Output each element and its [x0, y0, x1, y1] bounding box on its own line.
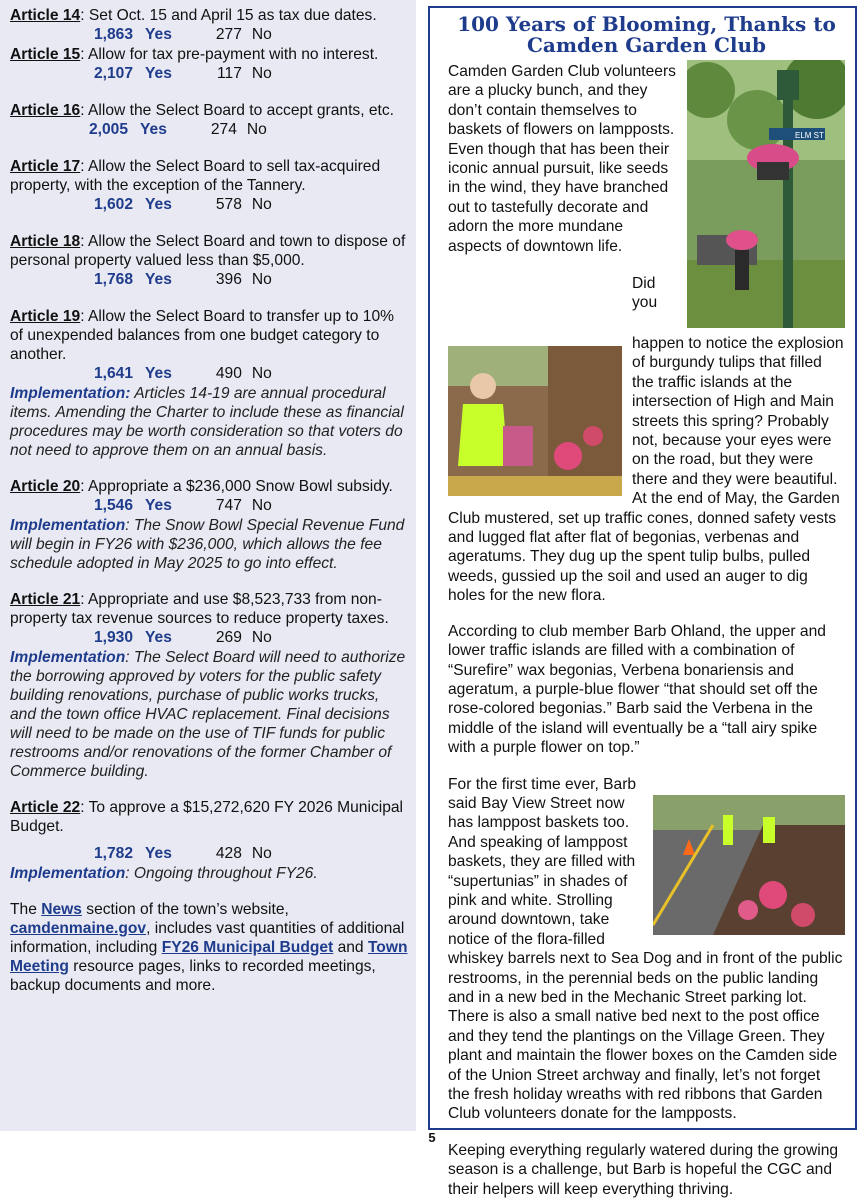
article-19-vote: 1,641 Yes 490 No [93, 365, 272, 382]
town-meeting-link[interactable]: Town Meeting [10, 939, 408, 975]
story-paragraph-3: According to club member Barb Ohland, the upper and lower traffic islands are filled with a combination of “Surefire” wax begonias, Verbena bonariensis and ageratum, a purple-blue flower “that should set off the rose-colored begonias.” Barb said the Verbena in the middle of the island will eventually be a “tall airy spike with a purple flower on top.” [448, 622, 826, 757]
story-paragraph-2: Did you happen to notice the explosion of burgundy tulips that filled the traffic islands at the intersection of High and Main streets this spring? Probably not, because your eyes were on the road, but they were there and they were beautiful. At the end of May, the Garden Club mustered, set up traffic cones, donned safety vests and lugged flat after flat of begonias, verbenas and ageratums. They dug up the spent tulip bulbs, pulled weeds, gussied up the soil and used an auger to dig holes for the new flora. [448, 275, 844, 605]
article-14-title: Article 14 [10, 7, 81, 24]
article-21-text: : Appropriate and use $8,523,733 from non-property tax revenue sources to reduce property taxes. [10, 591, 389, 627]
lamppost-image [687, 60, 845, 328]
article-19-title: Article 19 [10, 308, 81, 325]
article-16-title: Article 16 [10, 102, 81, 119]
article-20-implementation: Implementation: The Snow Bowl Special Revenue Fund will begin in FY26 with $236,000, which allows the fee schedule adopted in May 2025 to go into effect. [10, 517, 405, 572]
article-14-text: : Set Oct. 15 and April 15 as tax due dates. [80, 7, 377, 24]
article-18-vote: 1,768 Yes 396 No [93, 271, 272, 288]
article-14-vote: 1,863 Yes 277 No [93, 26, 272, 43]
volunteer-image [448, 346, 622, 496]
news-link[interactable]: News [41, 901, 82, 918]
article-22-text: : To approve a $15,272,620 FY 2026 Municipal Budget. [10, 799, 404, 835]
article-15-text: : Allow for tax pre-payment with no interest. [80, 46, 379, 63]
article-21-vote: 1,930 Yes 269 No [93, 629, 272, 646]
article-20-vote: 1,546 Yes 747 No [93, 497, 272, 514]
traffic-island-photo [653, 795, 845, 935]
article-20-text: : Appropriate a $236,000 Snow Bowl subsidy. [80, 478, 393, 495]
page-number: 5 [428, 1130, 436, 1145]
fy26-budget-link[interactable]: FY26 Municipal Budget [161, 939, 334, 956]
article-17-text: : Allow the Select Board to sell tax-acquired property, with the exception of the Tannery. [10, 158, 381, 194]
town-meeting-results-column [0, 0, 416, 1131]
article-16-vote: 2,005 Yes 274 No [88, 121, 267, 138]
story-paragraph-1: Camden Garden Club volunteers are a plucky bunch, and they don’t contain themselves to baskets of flowers on lampposts. Even though that has been their iconic annual pursuit, like seeds in the wind, they have branched out to tastefully decorate and adorn the more mundane aspects of downtown life. [448, 63, 676, 255]
article-15-title: Article 15 [10, 46, 81, 63]
article-22-title: Article 22 [10, 799, 81, 816]
article-19-text: : Allow the Select Board to transfer up to 10% of unexpended balances from one budget category to another. [10, 308, 395, 363]
website-note: The News section of the town’s website, camdenmaine.gov, includes vast quantities of additional information, including FY26 Municipal Budget and Town Meeting resource pages, links to recorded meetings, backup documents and more. [10, 901, 408, 994]
volunteer-planting-photo [448, 346, 622, 496]
article-17-title: Article 17 [10, 158, 81, 175]
traffic-island-image [653, 795, 845, 935]
article-22-vote: 1,782 Yes 428 No [93, 845, 272, 862]
story-paragraph-4: For the first time ever, Barb said Bay View Street now has lamppost baskets too. And speaking of lamppost baskets, they are filled with “supertunias” in shades of pink and white. Strolling around downtown, take notice of the flora-filled whiskey barrels next to Sea Dog and in front of the public restrooms, in the perennial beds on the public landing and in a new bed in the Mechanic Street parking lot. There is also a small native bed next to the post office and they tend the plantings on the Village Green. They plant and maintain the flower boxes on the Camden side of the Union Street archway and finally, let’s not forget the fresh holiday wreaths with red ribbons that Garden Club volunteers donate for the lampposts. [448, 775, 845, 1124]
camdenmaine-link[interactable]: camdenmaine.gov [10, 920, 147, 937]
article-18-text: : Allow the Select Board and town to dispose of personal property valued less than $5,000. [10, 233, 406, 269]
lamppost-photo [687, 60, 845, 328]
article-22-implementation: Implementation: Ongoing throughout FY26. [10, 865, 318, 882]
article-21-implementation: Implementation: The Select Board will need to authorize the borrowing approved by voters for the public safety building renovations, purchase of public works trucks, and the town office HVAC replacement. Final decisions will need to be made on the use of TIF funds for public restrooms and/or renovations of the former Chamber of Commerce building. [10, 649, 406, 780]
article-21-title: Article 21 [10, 591, 81, 608]
article-15-vote: 2,107 Yes 117 No [93, 65, 272, 82]
elm-st-sign: ELM ST [795, 131, 824, 140]
article-16-text: : Allow the Select Board to accept grants, etc. [80, 102, 394, 119]
article-18-title: Article 18 [10, 233, 81, 250]
article-17-vote: 1,602 Yes 578 No [93, 196, 272, 213]
garden-club-story [428, 6, 857, 1198]
story-title: 100 Years of Blooming, Thanks to Camden Garden Club [457, 12, 836, 57]
story-paragraph-5: Keeping everything regularly watered during the growing season is a challenge, but Barb is hopeful the CGC and their helpers will keep everything thriving. [448, 1141, 839, 1198]
article-20-title: Article 20 [10, 478, 81, 495]
article-19-implementation: Implementation: Articles 14-19 are annual procedural items. Amending the Charter to include these as financial procedures may be worth consideration so that voters do not need to approve them on an annual basis. [10, 385, 404, 459]
